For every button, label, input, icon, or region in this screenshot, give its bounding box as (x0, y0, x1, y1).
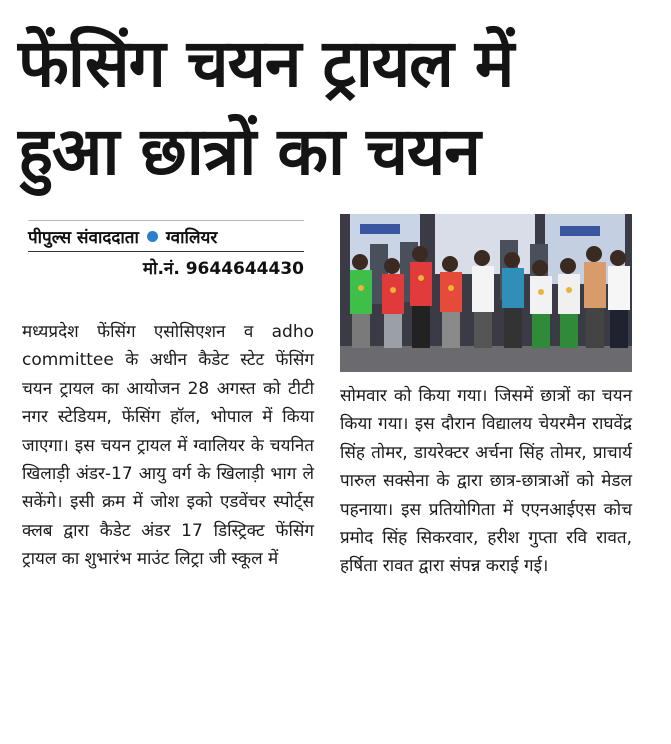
group-photo (340, 214, 632, 372)
article-left-column: मध्यप्रदेश फेंसिंग एसोसिएशन व adho committee के अधीन कैडेट स्टेट फेंसिंग चयन ट्रायल का आयोजन 28 अगस्त को टीटी नगर स्टेडियम, फेंसिंग हॉल, भोपाल में किया जाएगा। इस चयन ट्रायल में ग्वालियर के चयनित खिलाड़ी अंडर-17 आयु वर्ग के खिलाड़ी भाग ले सकेंगे। इसी क्रम में जोश इको एडवेंचर स्पोर्ट्स क्लब द्वारा कैडेट अंडर 17 डिस्ट्रिक्ट फेंसिंग ट्रायल का शुभारंभ माउंट लिट्रा जी स्कूल में (22, 322, 314, 570)
city-label: ग्वालियर (165, 227, 218, 248)
reporter-label: पीपुल्स संवाददाता (28, 227, 139, 248)
article-right-column: सोमवार को किया गया। जिसमें छात्रों का चयन किया गया। इस दौरान विद्यालय चेयरमैन राघवेंद्र सिंह तोमर, डायरेक्टर अर्चना सिंह तोमर, प्राचार्य पारुल सक्सेना के द्वारा छात्र-छात्राओं को मेडल पहनाया। इस प्रतियोगिता में एएनआईएस कोच प्रमोद सिंह सिकरवार, हरीश गुप्ता रवि रावत, हर्षिता रावत द्वारा संपन्न कराई गई। (340, 386, 632, 577)
headline-line-2: हुआ छात्रों का चयन (18, 113, 480, 190)
byline (28, 220, 304, 252)
headline-line-1: फेंसिंग चयन ट्रायल में (18, 25, 514, 102)
reporter-phone: मो.नं. 9644644430 (142, 259, 304, 279)
headline (18, 20, 658, 196)
group-photo-illustration (340, 214, 632, 372)
bullet-dot-icon (147, 231, 158, 242)
